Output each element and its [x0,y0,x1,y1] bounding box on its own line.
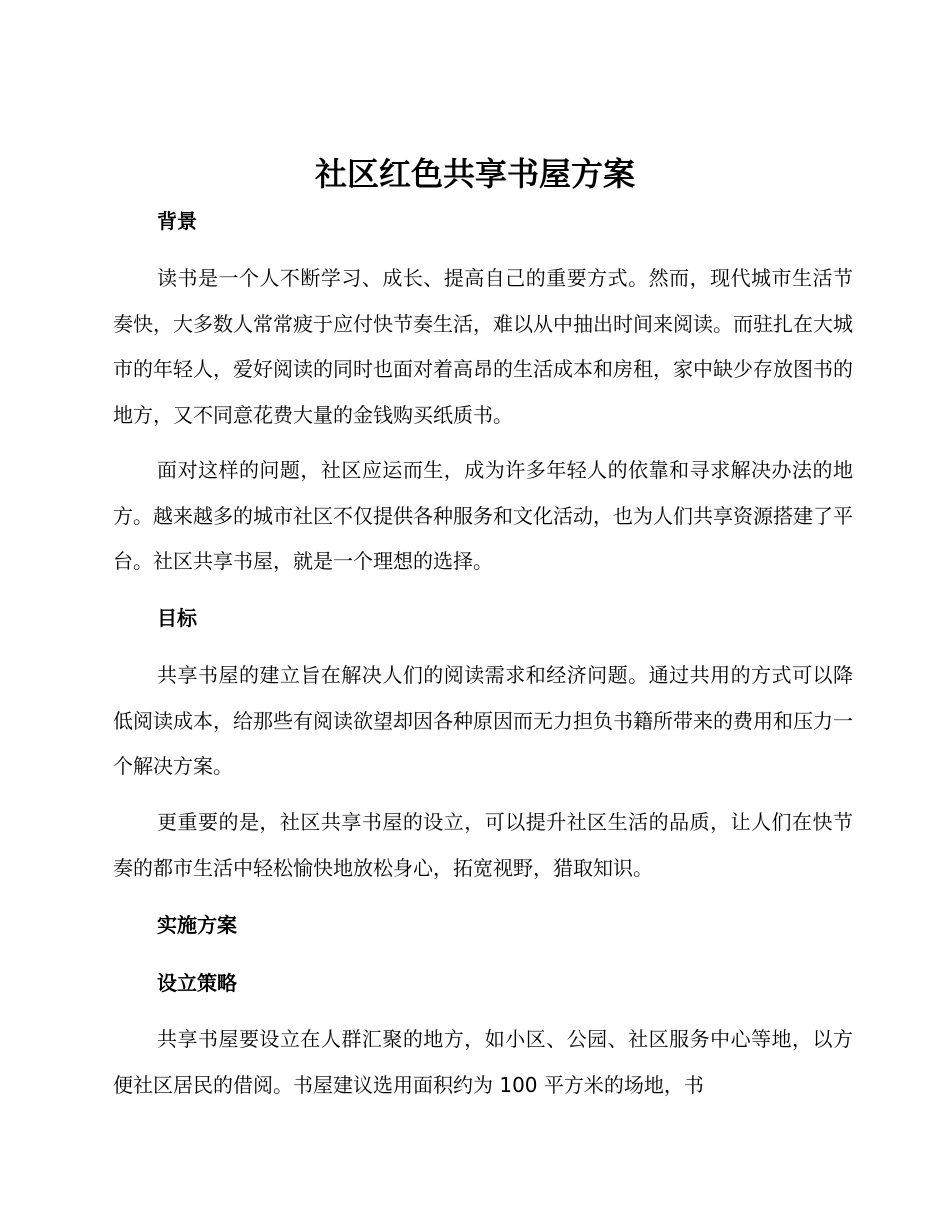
paragraph-background-2: 面对这样的问题，社区应运而生，成为许多年轻人的依靠和寻求解决办法的地方。越来越多的城市社区不仅提供各种服务和文化活动，也为人们共享资源搭建了平台。社区共享书屋，就是一个理想的选择。 [113,458,853,573]
paragraph-implementation-1: 共享书屋要设立在人群汇聚的地方，如小区、公园、社区服务中心等地，以方便社区居民的借阅。书屋建议选用面积约为 100 平方米的场地，书 [113,1027,853,1097]
section-heading-implementation: 实施方案 [157,913,237,937]
paragraph-goal-1: 共享书屋的建立旨在解决人们的阅读需求和经济问题。通过共用的方式可以降低阅读成本，给那些有阅读欲望却因各种原因而无力担负书籍所带来的费用和压力一个解决方案。 [113,663,853,778]
paragraph-goal-2: 更重要的是，社区共享书屋的设立，可以提升社区生活的品质，让人们在快节奏的都市生活中轻松愉快地放松身心，拓宽视野，猎取知识。 [113,810,853,880]
subsection-heading-setup-strategy: 设立策略 [157,971,237,995]
section-heading-background: 背景 [157,209,197,233]
paragraph-background-1: 读书是一个人不断学习、成长、提高自己的重要方式。然而，现代城市生活节奏快，大多数人常常疲于应付快节奏生活，难以从中抽出时间来阅读。而驻扎在大城市的年轻人，爱好阅读的同时也面对着高昂的生活成本和房租，家中缺少存放图书的地方，又不同意花费大量的金钱购买纸质书。 [113,266,853,427]
document-title: 社区红色共享书屋方案 [314,155,635,193]
section-heading-goal: 目标 [157,606,197,630]
